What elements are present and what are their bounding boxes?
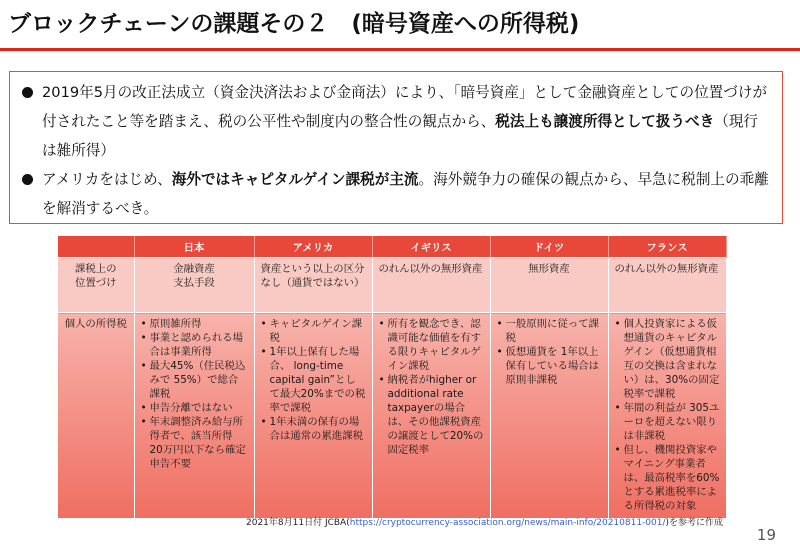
row-label-income-tax: 個人の所得税 — [58, 313, 134, 519]
list-item: • 事業と認められる場合は事業所得 — [141, 331, 248, 359]
table-row — [58, 313, 726, 519]
source-prefix: 2021年8月11日付 JCBA( — [246, 518, 350, 528]
list-item: • 一般原則に従って課税 — [497, 317, 602, 345]
list-item: • 年末調整済み給与所得者で、該当所得 20万円以下なら確定申告不要 — [141, 415, 248, 471]
list-item: • 仮想通貨を 1年以上保有している場合は原則非課税 — [497, 345, 602, 387]
list-item: • 所有を観念でき、認識可能な価値を有する限りキャピタルゲイン課税 — [379, 317, 484, 373]
header-france: フランス — [608, 236, 726, 258]
bullet-2-emphasis: 海外ではキャピタルゲイン課税が主流 — [171, 171, 419, 188]
source-note — [246, 515, 766, 528]
bullet-1-text: 2019年5月の改正法成立（資金決済法および金商法）により、「暗号資産」として金融資産としての位置づけが付されたこと等を踏まえ、税の公平性や制度内の整合性の観点から、 — [42, 84, 768, 130]
list-item: • 1年未満の保有の場合は通常の累進課税 — [261, 415, 366, 443]
table-row — [58, 258, 726, 313]
cell-germany-position: 無形資産 — [490, 258, 608, 313]
header-japan: 日本 — [134, 236, 254, 258]
cell-japan-income-tax — [134, 313, 254, 519]
page-title: ブロックチェーンの課題その２ (暗号資産への所得税) — [8, 11, 580, 37]
list-item: • キャピタルゲイン課税 — [261, 317, 366, 345]
header-uk: イギリス — [372, 236, 490, 258]
cell-uk-position: のれん以外の無形資産 — [372, 258, 490, 313]
list-item: • 原則雑所得 — [141, 317, 248, 331]
list-item: • 1年以上保有した場合、 long-time capital gain”として最大20%までの税率で課税 — [261, 345, 366, 415]
cell-uk-income-tax — [372, 313, 490, 519]
list-item: • 個人投資家による仮想通貨のキャピタルゲイン（仮想通貨相互の交換は含まれない）は、30%の固定税率で課税 — [615, 317, 720, 401]
bullet-dot-icon — [22, 87, 33, 98]
summary-box — [9, 71, 783, 224]
list-item: • 申告分離ではない — [141, 401, 248, 415]
bullet-1-note: （現行は雑所得） — [42, 113, 759, 159]
cell-france-position: のれん以外の無形資産 — [608, 258, 726, 313]
summary-bullet-2 — [20, 165, 772, 223]
title-underline — [0, 48, 800, 51]
summary-bullet-1 — [20, 78, 772, 165]
list-item: • 最大45%（住民税込みで 55%）で総合課税 — [141, 359, 248, 401]
bullet-1-emphasis: 税法上も譲渡所得として扱うべき — [495, 113, 715, 130]
source-link[interactable]: https://cryptocurrency-association.org/news/main-info/20210811-001/ — [349, 518, 666, 528]
cell-usa-position: 資産という以上の区分なし（通貨ではない） — [254, 258, 372, 313]
header-germany: ドイツ — [490, 236, 608, 258]
cell-usa-income-tax — [254, 313, 372, 519]
header-usa: アメリカ — [254, 236, 372, 258]
list-item: • 但し、機関投資家やマイニング事業者は、最高税率を60%とする累進税率による所得税の対象 — [615, 443, 720, 513]
bullet-dot-icon — [22, 174, 33, 185]
source-suffix: )を参考に作成 — [665, 518, 724, 528]
cell-france-income-tax — [608, 313, 726, 519]
row-label-tax-position: 課税上の 位置づけ — [58, 258, 134, 313]
page-number: 19 — [756, 526, 776, 544]
cell-germany-income-tax — [490, 313, 608, 519]
bullet-2-tail: 。海外競争力の確保の観点から、早急に税制上の乖離を解消するべき。 — [42, 171, 769, 217]
list-item: • 納税者がhigher or additional rate taxpayerの場合は、その他課税資産の譲渡として20%の固定税率 — [379, 373, 484, 457]
list-item: • 年間の利益が 305ユーロを超えない限りは非課税 — [615, 401, 720, 443]
header-corner — [58, 236, 134, 258]
bullet-2-text: アメリカをはじめ、 — [42, 171, 172, 188]
cell-japan-position: 金融資産 支払手段 — [134, 258, 254, 313]
tax-comparison-table — [58, 236, 727, 518]
table-header-row — [58, 236, 726, 258]
